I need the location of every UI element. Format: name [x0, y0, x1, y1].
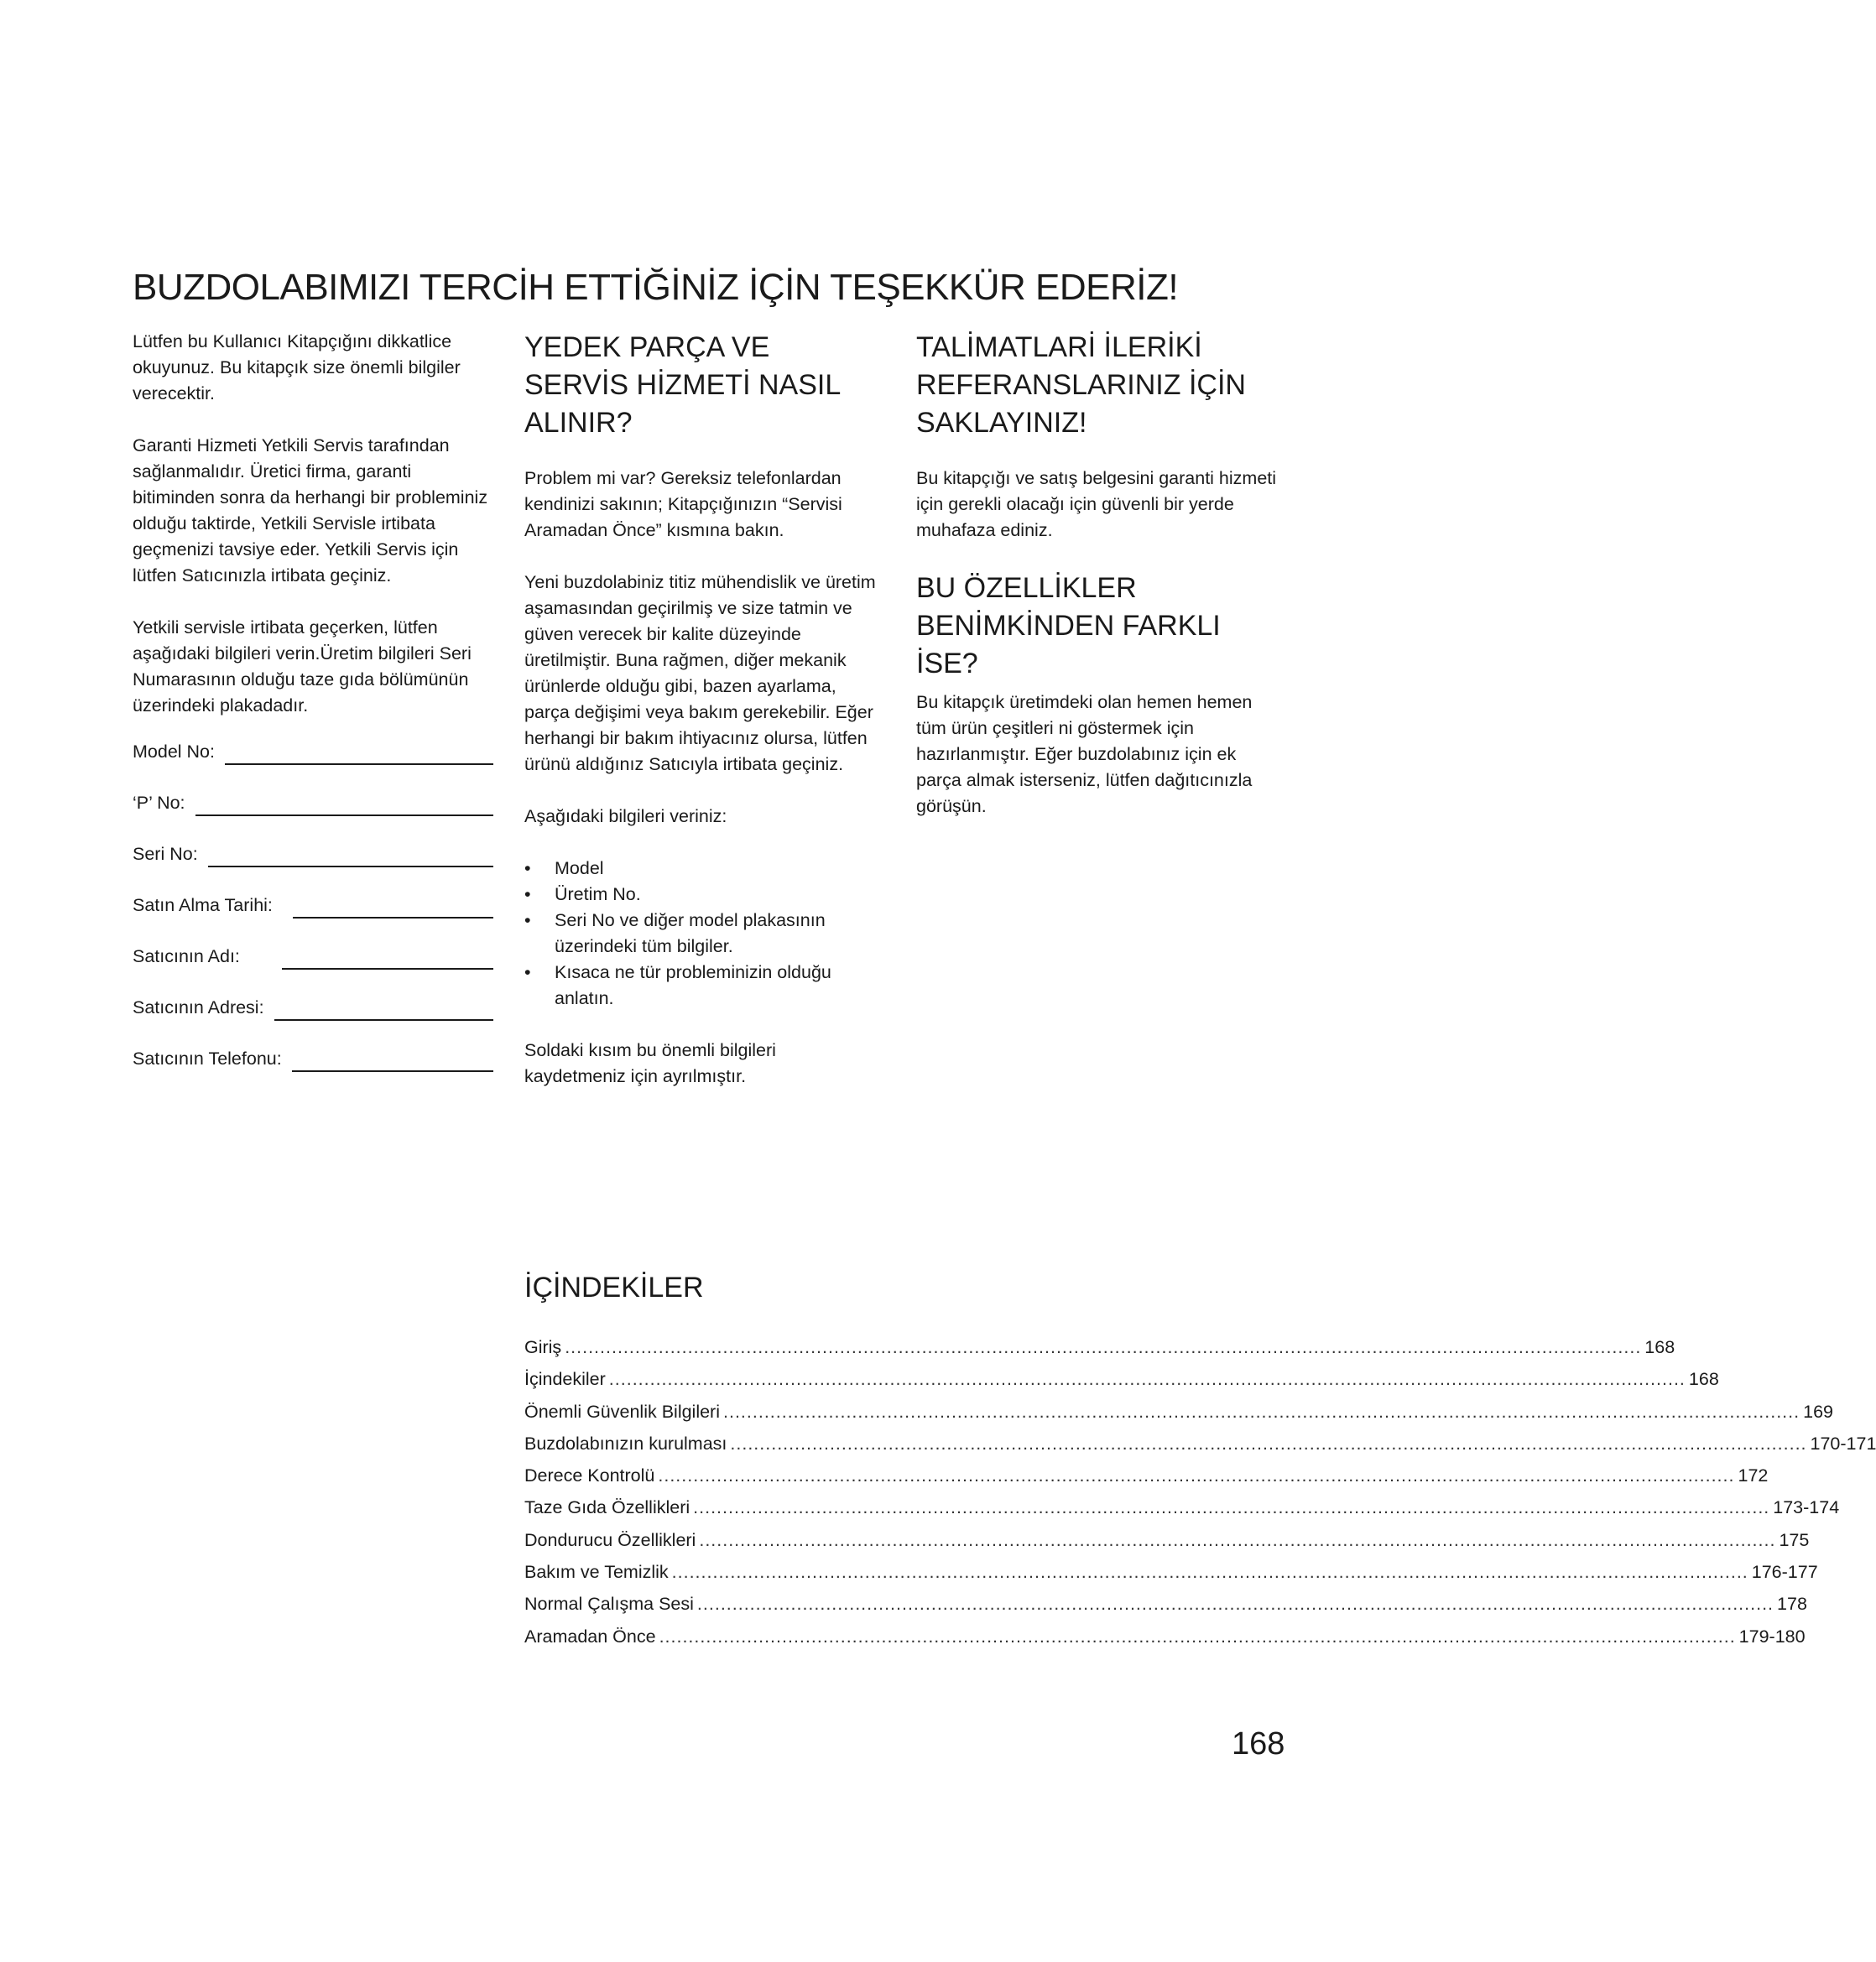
toc-page: 178 [1777, 1594, 1807, 1615]
toc-row[interactable] [524, 1401, 1833, 1434]
toc-leader-dots: ........................................................................................................................................................................................ [693, 1497, 1770, 1518]
toc-label: İçindekiler [524, 1369, 606, 1390]
toc-label: Dondurucu Özellikleri [524, 1529, 696, 1550]
info-request-paragraph: Aşağıdaki bilgileri veriniz: [524, 806, 727, 826]
intro-paragraph: Lütfen bu Kullanıcı Kitapçığını dikkatlice okuyunuz. Bu kitapçık size önemli bilgiler verecektir. [133, 331, 461, 403]
purchase-date-field[interactable] [133, 893, 493, 919]
note-paragraph: Soldaki kısım bu önemli bilgileri kaydetmeniz için ayrılmıştır. [524, 1040, 776, 1086]
toc-leader-dots: ........................................................................................................................................................................................ [659, 1626, 1736, 1647]
toc-leader-dots: ........................................................................................................................................................................................ [658, 1465, 1735, 1486]
fill-line[interactable] [292, 1055, 493, 1072]
p-no-field[interactable] [133, 790, 493, 816]
service-heading: YEDEK PARÇA VE SERVİS HİZMETİ NASIL ALINIR? [524, 331, 840, 439]
different-features-heading: BU ÖZELLİKLER BENİMKİNDEN FARKLI İSE? [916, 572, 1221, 679]
column-left [133, 329, 493, 1097]
list-item: • Model [524, 856, 877, 882]
keep-instructions-heading: TALİMATLARİ İLERİKİ REFERANSLARINIZ İÇİN SAKLAYINIZ! [916, 331, 1246, 439]
toc-title: İÇİNDEKİLER [524, 1272, 704, 1304]
field-label: Satıcının Telefonu: [133, 1049, 282, 1069]
list-item: • Kısaca ne tür probleminizin olduğu anlatın. [524, 960, 877, 1012]
serial-no-field[interactable] [133, 841, 493, 867]
toc-leader-dots: ........................................................................................................................................................................................ [730, 1433, 1807, 1454]
toc-row[interactable] [524, 1369, 1719, 1401]
toc-page: 172 [1738, 1465, 1769, 1486]
seller-name-field[interactable] [133, 944, 493, 970]
list-item: • Üretim No. [524, 882, 877, 908]
fill-line[interactable] [225, 748, 493, 765]
toc-row[interactable] [524, 1529, 1810, 1562]
page-title: BUZDOLABIMIZI TERCİH ETTİĞİNİZ İÇİN TEŞEKKÜR EDERİZ! [133, 267, 1179, 308]
toc-page: 175 [1779, 1529, 1810, 1550]
quality-paragraph: Yeni buzdolabiniz titiz mühendislik ve üretim aşamasından geçirilmiş ve size tatmin ve güven verecek bir kalite düzeyinde üretilmiştir. Buna rağmen, diğer mekanik ürünlerde olduğu gibi, bazen ayarlama, parça değişimi veya bakım gerekebilir. Eğer herhangi bir bakım ihtiyacınız olursa, lütfen ürünü aldığınız Satıcıyla irtibata geçiniz. [524, 572, 876, 774]
model-no-field[interactable] [133, 739, 493, 765]
toc-page: 170-171 [1810, 1433, 1876, 1454]
toc-label: Giriş [524, 1337, 562, 1357]
warranty-paragraph: Garanti Hizmeti Yetkili Servis tarafından sağlanmalıdır. Üretici firma, garanti bitiminden sonra da herhangi bir probleminiz olduğu taktirde, Yetkili Servisle irtibata geçmenizi tavsiye eder. Yetkili Servis için lütfen Satıcınızla irtibata geçiniz. [133, 435, 488, 585]
column-right [916, 329, 1285, 846]
toc-label: Aramadan Önce [524, 1626, 656, 1647]
toc-row[interactable] [524, 1562, 1818, 1594]
different-features-paragraph: Bu kitapçık üretimdeki olan hemen hemen tüm ürün çeşitleri ni göstermek için hazırlanmıştır. Eğer buzdolabınız için ek parça almak isterseniz, lütfen dağıtıcınızla görüşün. [916, 692, 1253, 816]
keep-paragraph: Bu kitapçığı ve satış belgesini garanti hizmeti için gerekli olacağı için güvenli bir yerde muhafaza ediniz. [916, 468, 1277, 540]
field-label: Seri No: [133, 844, 198, 864]
toc-page: 168 [1688, 1369, 1719, 1390]
toc-leader-dots: ........................................................................................................................................................................................ [565, 1337, 1642, 1357]
toc-label: Buzdolabınızın kurulması [524, 1433, 727, 1454]
field-label: Satın Alma Tarihi: [133, 895, 273, 915]
table-of-contents [524, 1337, 1876, 1658]
seller-phone-field[interactable] [133, 1046, 493, 1072]
fill-line[interactable] [282, 953, 493, 970]
toc-label: Önemli Güvenlik Bilgileri [524, 1401, 720, 1422]
page-number: 168 [1232, 1726, 1285, 1762]
toc-leader-dots: ........................................................................................................................................................................................ [608, 1369, 1686, 1390]
field-label: Satıcının Adresi: [133, 997, 264, 1017]
toc-label: Bakım ve Temizlik [524, 1562, 669, 1583]
toc-page: 173-174 [1773, 1497, 1840, 1518]
fill-line[interactable] [293, 902, 493, 919]
fill-line[interactable] [274, 1004, 493, 1021]
toc-leader-dots: ........................................................................................................................................................................................ [671, 1562, 1748, 1583]
toc-leader-dots: ........................................................................................................................................................................................ [696, 1594, 1774, 1615]
toc-row[interactable] [524, 1626, 1806, 1658]
fill-line[interactable] [208, 851, 493, 867]
toc-leader-dots: ........................................................................................................................................................................................ [699, 1529, 1776, 1550]
toc-row[interactable] [524, 1433, 1876, 1465]
column-middle [524, 329, 877, 1116]
toc-page: 176-177 [1751, 1562, 1818, 1583]
field-label: Model No: [133, 742, 215, 762]
seller-address-field[interactable] [133, 995, 493, 1021]
toc-label: Taze Gıda Özellikleri [524, 1497, 690, 1518]
toc-label: Derece Kontrolü [524, 1465, 655, 1486]
toc-row[interactable] [524, 1497, 1840, 1529]
toc-page: 169 [1803, 1401, 1833, 1422]
field-label: Satıcının Adı: [133, 946, 240, 966]
list-item: • Seri No ve diğer model plakasının üzerindeki tüm bilgiler. [524, 908, 877, 960]
toc-row[interactable] [524, 1465, 1769, 1497]
toc-row[interactable] [524, 1594, 1807, 1626]
toc-label: Normal Çalışma Sesi [524, 1594, 694, 1615]
field-label: ‘P’ No: [133, 793, 185, 813]
fill-line[interactable] [195, 799, 493, 816]
info-bullet-list [524, 856, 877, 1012]
contact-paragraph: Yetkili servisle irtibata geçerken, lütfen aşağıdaki bilgileri verin.Üretim bilgileri Seri Numarasının olduğu taze gıda bölümünün üzerindeki plakadadır. [133, 617, 472, 716]
toc-page: 168 [1644, 1337, 1675, 1357]
problem-paragraph: Problem mi var? Gereksiz telefonlardan kendinizi sakının; Kitapçığınızın “Servisi Aramadan Önce” kısmına bakın. [524, 468, 842, 540]
toc-row[interactable] [524, 1337, 1675, 1369]
toc-leader-dots: ........................................................................................................................................................................................ [723, 1401, 1800, 1422]
toc-page: 179-180 [1738, 1626, 1806, 1647]
